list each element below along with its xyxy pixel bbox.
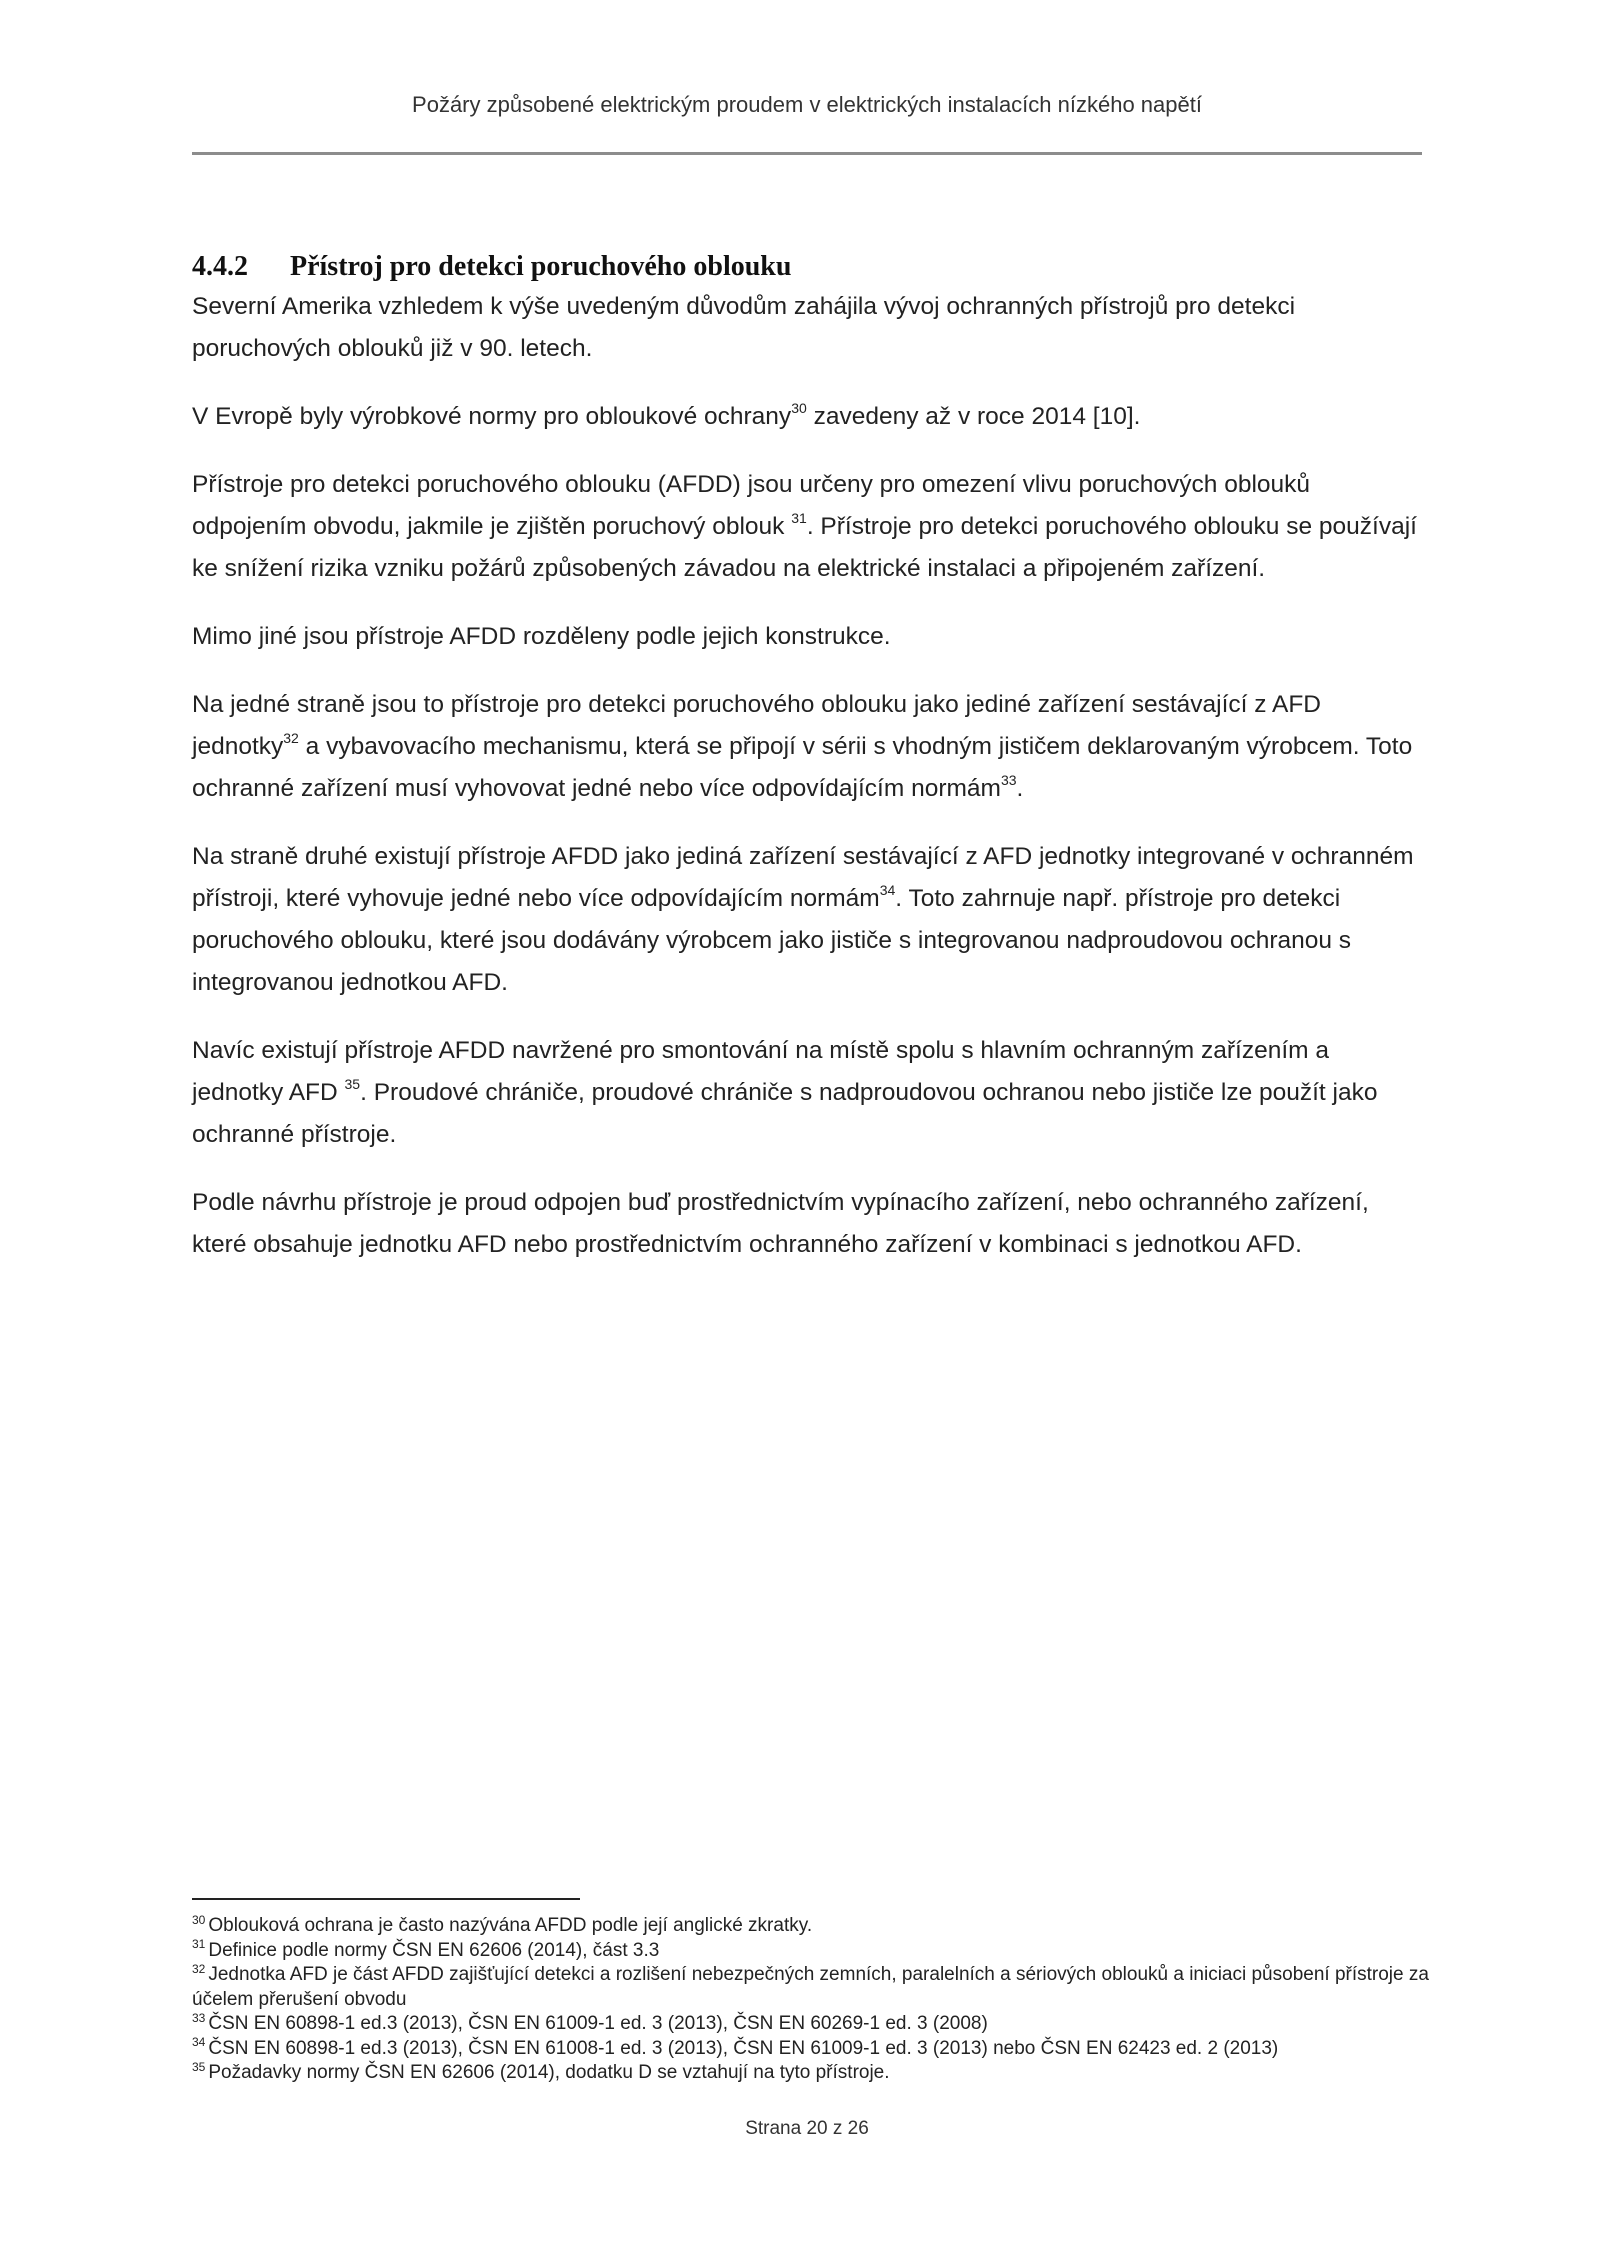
main-content (192, 248, 1427, 1292)
page-header: Požáry způsobené elektrickým proudem v elektrických instalacích nízkého napětí (412, 92, 1202, 117)
paragraph-text: Podle návrhu přístroje je proud odpojen buď prostřednictvím vypínacího zařízení, nebo ochranného zařízení, které obsahuje jednotku AFD nebo prostřednictvím ochranného zařízení v kombinaci s jednotkou AFD. (192, 1189, 1369, 1258)
paragraph-text: Severní Amerika vzhledem k výše uvedeným důvodům zahájila vývoj ochranných přístrojů pro detekci poruchových oblouků již v 90. letech. (192, 293, 1296, 362)
section-number: 4.4.2 (192, 251, 248, 282)
footnote-ref-34[interactable]: 34 (879, 881, 896, 898)
paragraph-7 (192, 1030, 1427, 1156)
footnote-32 (192, 1963, 1432, 2012)
footnote-text: ČSN EN 60898-1 ed.3 (2013), ČSN EN 61008-1 ed. 3 (2013), ČSN EN 61009-1 ed. 3 (2013) nebo ČSN EN 62423 ed. 2 (2013) (208, 2037, 1279, 2059)
paragraph-2 (192, 396, 1427, 438)
paragraph-5 (192, 684, 1427, 810)
footnotes (192, 1914, 1432, 2086)
footnote-divider (192, 1898, 580, 1900)
paragraph-6 (192, 836, 1427, 1004)
footnote-number: 34 (192, 2035, 206, 2050)
page-number: Strana 20 z 26 (745, 2118, 869, 2139)
footnote-text: Definice podle normy ČSN EN 62606 (2014), část 3.3 (208, 1939, 660, 1961)
footnote-number: 35 (192, 2059, 206, 2074)
footnote-35 (192, 2061, 1432, 2086)
footnote-ref-32[interactable]: 32 (283, 729, 299, 746)
paragraph-text: Navíc existují přístroje AFDD navržené pro smontování na místě spolu s hlavním ochranným zařízením a jednotky AFD (192, 1037, 1330, 1106)
paragraph-text: . Toto zahrnuje např. přístroje pro detekci poruchového oblouku, které jsou dodávány výrobcem jako jističe s integrovanou nadproudovou ochranou s integrovanou jednotkou AFD. (192, 885, 1352, 996)
footnote-text: Požadavky normy ČSN EN 62606 (2014), dodatku D se vztahují na tyto přístroje. (208, 2062, 890, 2083)
footnote-30 (192, 1914, 1432, 1939)
footnote-33 (192, 2012, 1432, 2037)
footnote-31 (192, 1939, 1432, 1964)
footnote-number: 31 (192, 1937, 206, 1952)
paragraph-text: Přístroje pro detekci poruchového oblouku (AFDD) jsou určeny pro omezení vlivu poruchových oblouků odpojením obvodu, jakmile je zjištěn poruchový oblouk (192, 471, 1311, 540)
paragraph-1 (192, 286, 1427, 370)
header-divider (192, 152, 1422, 155)
footnote-text: Oblouková ochrana je často nazývána AFDD podle její anglické zkratky. (208, 1915, 813, 1936)
paragraph-4 (192, 616, 1427, 658)
paragraph-3 (192, 464, 1427, 590)
footnote-ref-35[interactable]: 35 (344, 1075, 361, 1092)
paragraph-text: . (1016, 775, 1024, 802)
footnote-number: 33 (192, 2010, 206, 2025)
footnote-text: ČSN EN 60898-1 ed.3 (2013), ČSN EN 61009-1 ed. 3 (2013), ČSN EN 60269-1 ed. 3 (2008) (208, 2013, 988, 2034)
paragraph-text: Na jedné straně jsou to přístroje pro detekci poruchového oblouku jako jediné zařízení sestávající z AFD jednotky (192, 691, 1321, 760)
footnote-number: 32 (192, 1961, 206, 1976)
paragraph-8 (192, 1182, 1427, 1266)
paragraph-text: Na straně druhé existují přístroje AFDD jako jediná zařízení sestávající z AFD jednotky integrované v ochranném přístroji, které vyhovuje jedné nebo více odpovídajícím normám (192, 843, 1414, 912)
footnote-ref-31[interactable]: 31 (791, 509, 807, 526)
paragraph-text: . Přístroje pro detekci poruchového oblouku se používají ke snížení rizika vzniku požárů způsobených závadou na elektrické instalaci a připojeném zařízení. (192, 513, 1417, 582)
paragraph-text: V Evropě byly výrobkové normy pro obloukové ochrany (192, 403, 792, 430)
footnote-ref-30[interactable]: 30 (791, 399, 807, 416)
footnote-text: Jednotka AFD je část AFDD zajišťující detekci a rozlišení nebezpečných zemních, paralelních a sériových oblouků a iniciaci působení přístroje za účelem přerušení obvodu (192, 1964, 1429, 2010)
paragraph-text: Mimo jiné jsou přístroje AFDD rozděleny podle jejich konstrukce. (192, 623, 891, 650)
footnote-34 (192, 2037, 1432, 2062)
paragraph-text: a vybavovacího mechanismu, která se připojí v sérii s vhodným jističem deklarovaným výrobcem. Toto ochranné zařízení musí vyhovovat jedné nebo více odpovídajícím normám (192, 733, 1413, 802)
footnote-number: 30 (192, 1912, 206, 1927)
section-heading (192, 248, 1427, 286)
footnote-ref-33[interactable]: 33 (1000, 771, 1017, 788)
paragraph-text: . Proudové chrániče, proudové chrániče s nadproudovou ochranou nebo jističe lze použít jako ochranné přístroje. (192, 1079, 1378, 1148)
paragraph-text: zavedeny až v roce 2014 [10]. (806, 403, 1141, 430)
section-title: Přístroj pro detekci poruchového oblouku (290, 251, 792, 282)
